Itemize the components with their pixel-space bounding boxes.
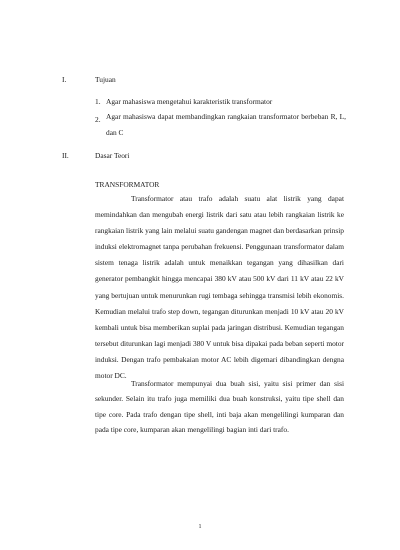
list-item-number: 2. — [95, 115, 101, 124]
section-title: Tujuan — [95, 75, 116, 84]
list-item — [95, 112, 400, 140]
section-title: Dasar Teori — [95, 151, 130, 160]
list-item — [95, 97, 400, 107]
section-number: I. — [62, 75, 67, 84]
list-item-number: 1. — [95, 97, 101, 106]
objectives-list — [95, 97, 400, 140]
subheading: TRANSFORMATOR — [95, 180, 160, 189]
section-number: II. — [62, 151, 69, 160]
list-item-text: Agar mahasiswa dapat membandingkan rangkaian transformator berbeban R, L, dan C — [106, 112, 346, 137]
list-item-text: Agar mahasiswa mengetahui karakteristik transformator — [106, 97, 273, 106]
paragraph: Transformator mempunyai dua buah sisi, yaitu sisi primer dan sisi sekunder. Selain itu trafo juga memiliki dua buah konstruksi, yaitu tipe shell dan tipe core. Pada trafo dengan tipe shell, inti baja akan mengelilingi kumparan dan pada tipe core, kumparan akan mengelilingi bagian inti dari trafo. — [95, 379, 344, 435]
paragraph: Transformator atau trafo adalah suatu alat listrik yang dapat memindahkan dan mengubah energi listrik dari satu atau lebih rangkaian listrik ke rangkaian listrik yang lain melalui suatu gandengan magnet dan berdasarkan prinsip induksi elektromagnet tanpa perubahan frekuensi. Penggunaan transformator dalam sistem tenaga listrik adalah untuk menaikkan tegangan yang dihasilkan dari generator pembangkit hingga mencapai 380 kV atau 500 kV dari 11 kV atau 22 kV yang bertujuan untuk menurunkan rugi tembaga sehingga transmisi lebih ekonomis. Kemudian melalui trafo step down, tegangan diturunkan menjadi 10 kV atau 20 kV kembali untuk bisa memberikan suplai pada jaringan distribusi. Kemudian tegangan tersebut diturunkan lagi menjadi 380 V untuk bisa dipakai pada beban seperti motor induksi. Dengan trafo pembakaian motor AC lebih digemari dibandingkan dengna motor DC. — [95, 194, 344, 381]
page-number: 1 — [198, 524, 202, 530]
